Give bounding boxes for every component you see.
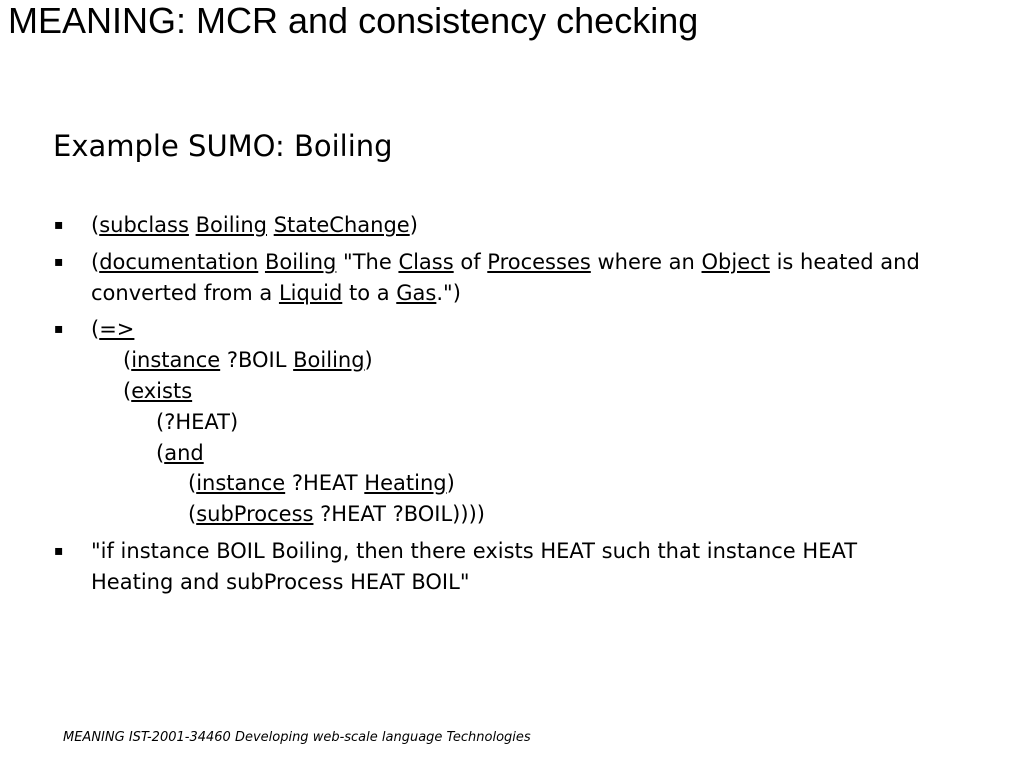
paren-open: ( [156,441,165,465]
bullet-marker: ▪ [54,543,64,559]
bullet-2-line-2 [91,280,461,306]
variable-text: ?BOIL [220,348,294,372]
link-liquid[interactable]: Liquid [278,281,343,305]
doc-text: .") [436,281,461,305]
link-exists[interactable]: exists [131,379,193,403]
link-subprocess[interactable]: subProcess [196,502,314,526]
bullet-marker: ▪ [54,254,64,270]
slide-title: MEANING: MCR and consistency checking [8,0,699,41]
paren-close: ) [409,213,418,237]
link-boiling[interactable]: Boiling [195,213,268,237]
paren-open: ( [91,250,100,274]
bullet-3-line-1 [91,316,134,342]
paren-open: ( [123,348,132,372]
paren-open: ( [188,471,197,495]
bullet-3-line-4: (?HEAT) [156,410,239,434]
bullet-1-line [91,212,418,238]
doc-text: converted from a [91,281,279,305]
bullet-marker: ▪ [54,321,64,337]
link-statechange[interactable]: StateChange [273,213,410,237]
bullet-3-line-5 [156,440,204,466]
link-implies[interactable]: => [99,317,135,341]
doc-text: "The [336,250,399,274]
paren-open: ( [123,379,132,403]
link-class[interactable]: Class [398,250,454,274]
link-object[interactable]: Object [701,250,770,274]
bullet-4-line-1: "if instance BOIL Boiling, then there exists HEAT such that instance HEAT [91,539,858,563]
bullet-2-line-1 [91,249,920,275]
link-subclass[interactable]: subclass [99,213,189,237]
link-gas[interactable]: Gas [396,281,437,305]
paren-open: ( [91,213,100,237]
doc-text: is heated and [769,250,920,274]
doc-text: to a [342,281,397,305]
paren-close: ) [446,471,455,495]
bullet-3-line-7 [188,501,485,527]
slide-footer: MEANING IST-2001-34460 Developing web-scale language Technologies [63,730,531,745]
slide-subtitle: Example SUMO: Boiling [53,129,393,163]
link-boiling[interactable]: Boiling [264,250,337,274]
link-instance[interactable]: instance [131,348,221,372]
bullet-3-line-2 [123,347,373,373]
doc-text: where an [590,250,702,274]
bullet-3-line-6 [188,470,455,496]
link-and[interactable]: and [164,441,204,465]
link-heating[interactable]: Heating [364,471,447,495]
bullet-marker: ▪ [54,217,64,233]
bullet-4-line-2: Heating and subProcess HEAT BOIL" [91,570,470,594]
link-instance[interactable]: instance [196,471,286,495]
doc-text: of [453,250,488,274]
paren-open: ( [91,317,100,341]
paren-open: ( [188,502,197,526]
paren-close: ) [364,348,373,372]
variable-text: ?HEAT ?BOIL)))) [313,502,485,526]
link-documentation[interactable]: documentation [99,250,259,274]
link-processes[interactable]: Processes [487,250,591,274]
link-boiling[interactable]: Boiling [293,348,365,372]
bullet-3-line-3 [123,378,192,404]
variable-text: ?HEAT [285,471,365,495]
